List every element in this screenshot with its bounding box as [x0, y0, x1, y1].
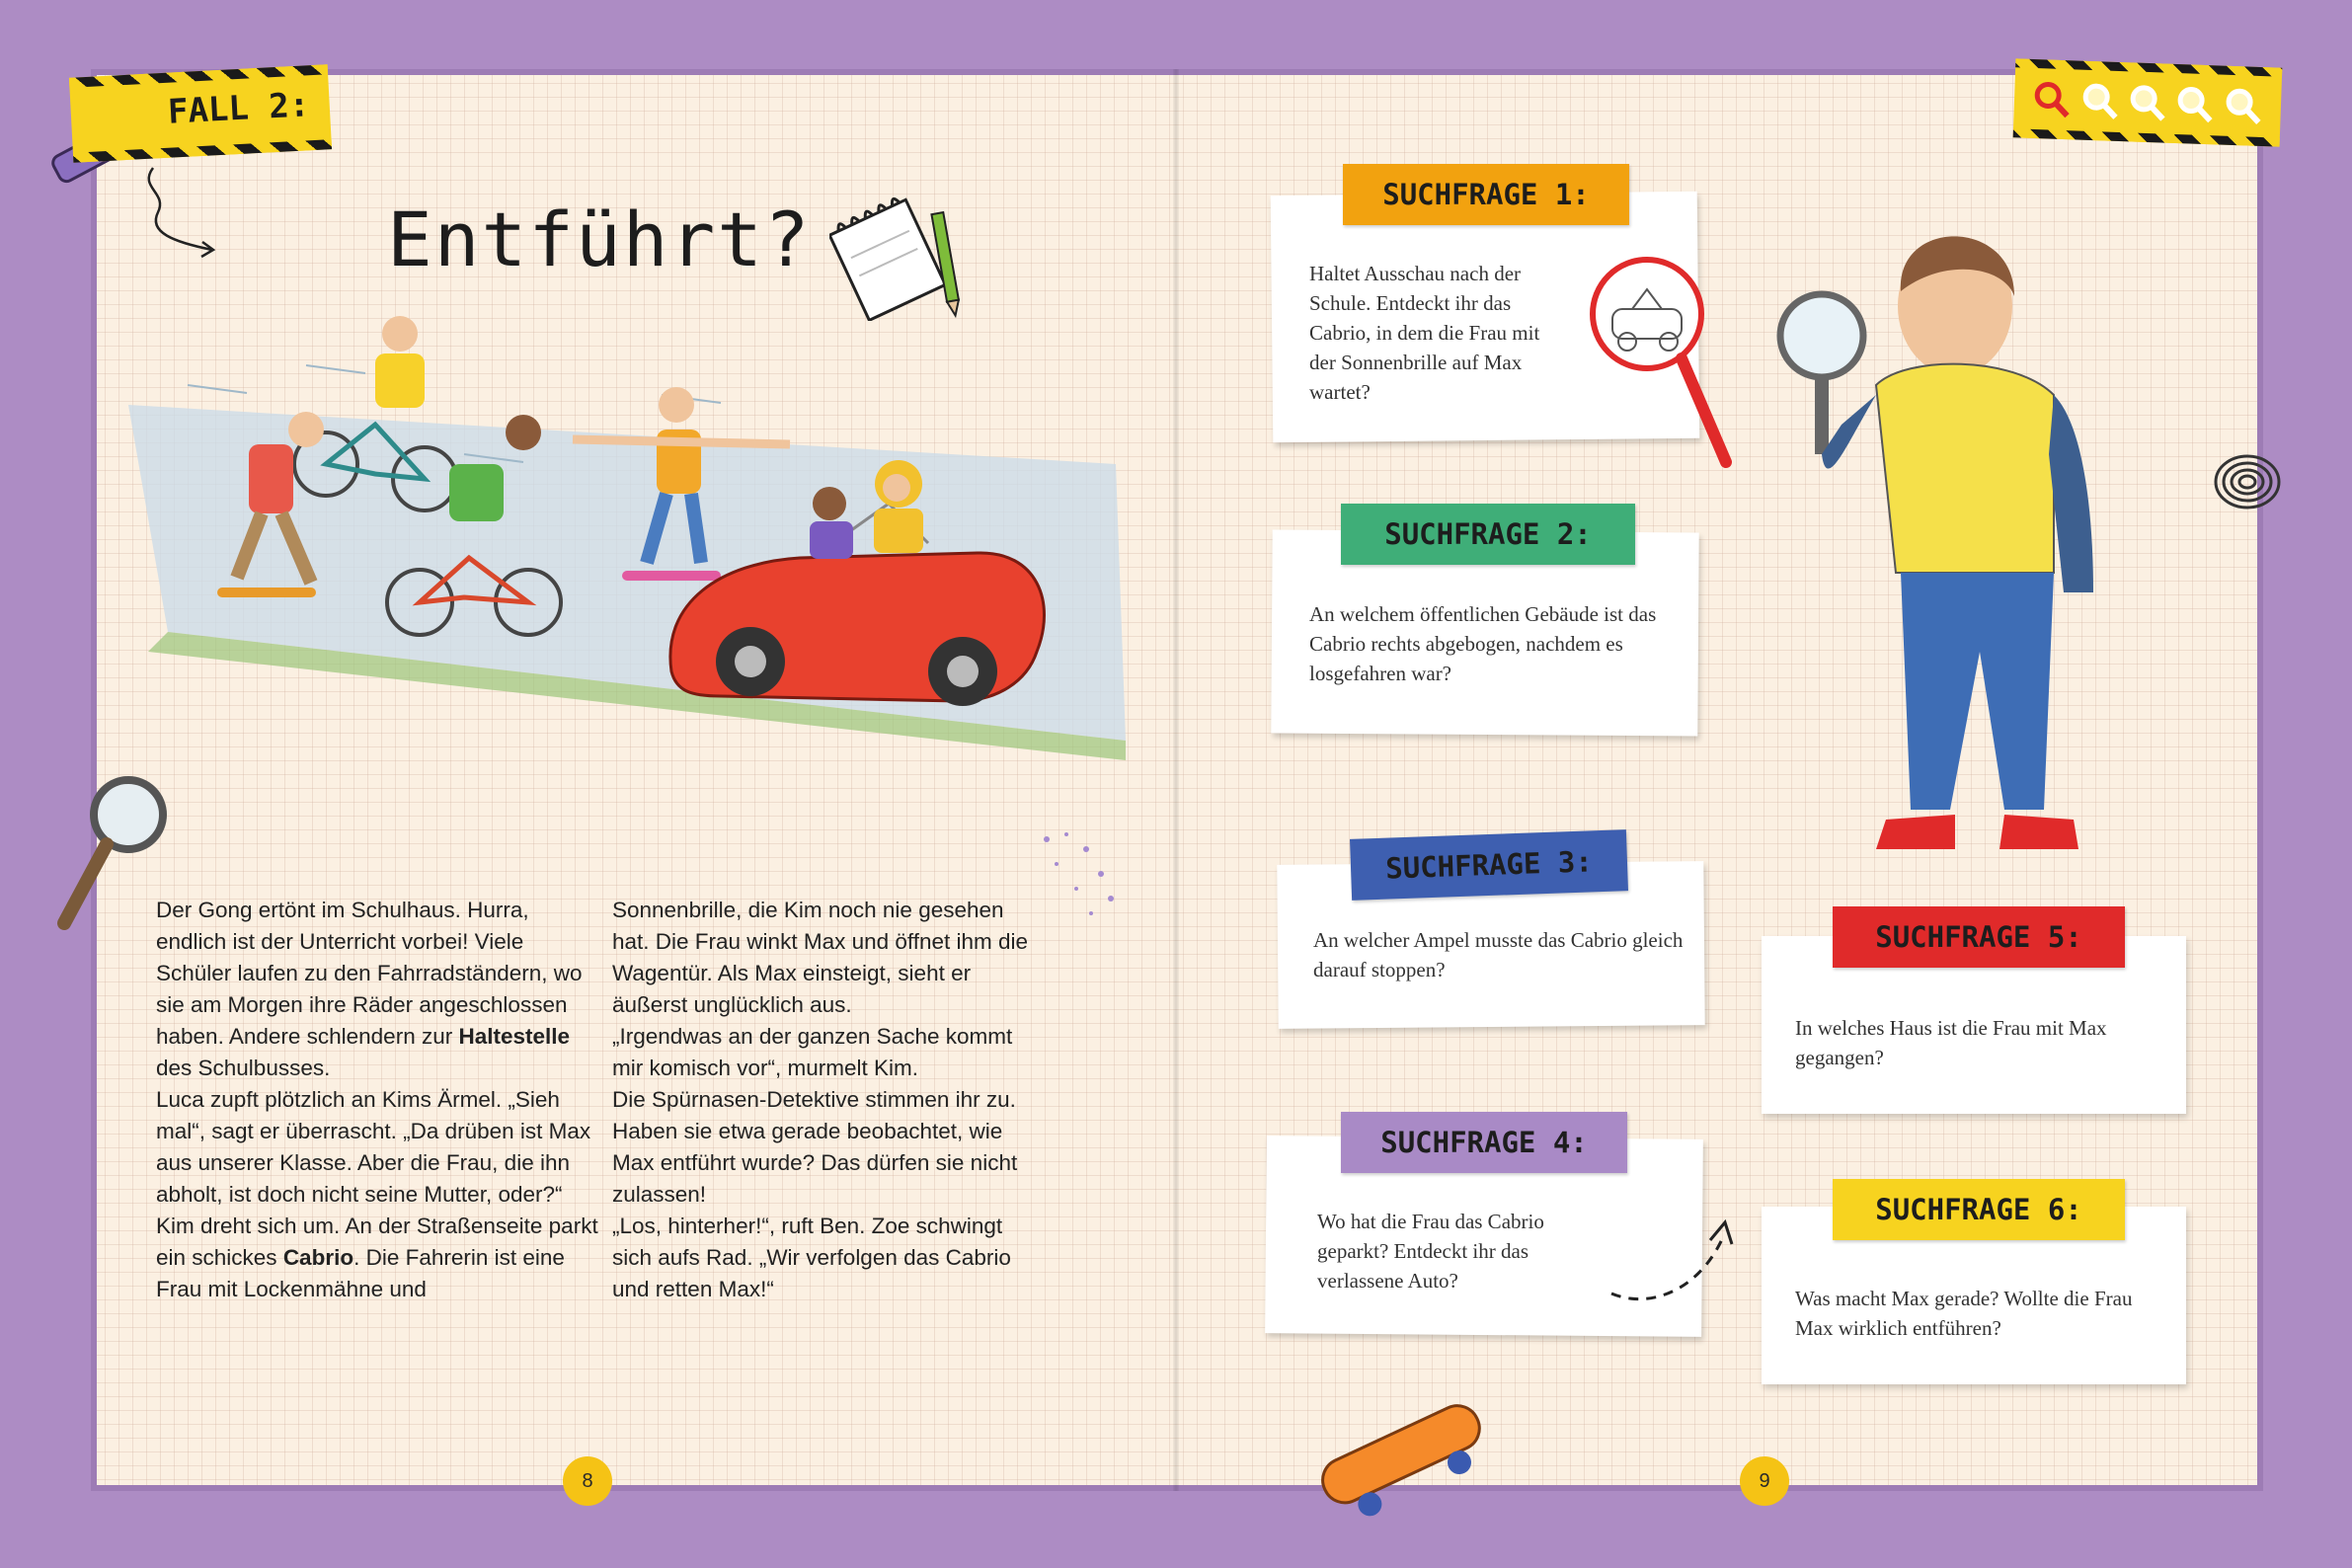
magnifier-rating-filled-icon	[2032, 79, 2073, 119]
keyword-haltestelle: Haltestelle	[458, 1024, 571, 1049]
question-6-label: SUCHFRAGE 6:	[1833, 1179, 2125, 1240]
detective-boy-illustration	[1767, 197, 2103, 869]
notepad-icon	[829, 193, 968, 321]
question-5-text: In welches Haus ist die Frau mit Max gegangen?	[1795, 1016, 2107, 1069]
question-1-label: SUCHFRAGE 1:	[1343, 164, 1629, 225]
magnifier-rating-empty-icon	[2175, 84, 2216, 124]
fingerprint-icon	[2208, 442, 2287, 521]
story-paragraph	[156, 1211, 600, 1305]
question-1-text: Haltet Ausschau nach der Schule. Entdeckt ihr das Cabrio, in dem die Frau mit der Sonnenbrille auf Max wartet?	[1309, 262, 1540, 404]
question-3-label: SUCHFRAGE 3:	[1350, 829, 1628, 901]
story-paragraph: Luca zupft plötzlich an Kims Ärmel. „Sieh mal“, sagt er überrascht. „Da drüben ist Max aus unserer Klasse. Aber die Frau, die ihn abholt, ist doch nicht seine Mutter, oder?“	[156, 1087, 591, 1207]
fall-label: FALL 2:	[167, 85, 311, 132]
magnifier-rating-empty-icon	[2223, 86, 2263, 126]
question-3-text: An welcher Ampel musste das Cabrio gleich darauf stoppen?	[1313, 928, 1684, 981]
story-paragraph	[156, 895, 600, 1084]
question-4-label: SUCHFRAGE 4:	[1341, 1112, 1627, 1173]
magnifier-rating-empty-icon	[2079, 81, 2120, 121]
question-4-text: Wo hat die Frau das Cabrio geparkt? Entdeckt ihr das verlassene Auto?	[1317, 1210, 1544, 1293]
story-text: Der Gong ertönt im Schulhaus. Hurra, endlich ist der Unterricht vorbei! Viele Schüler laufen zu den Fahrradständern, wo sie am Morgen ihre Räder angeschlossen haben. Andere schlendern zur	[156, 898, 583, 1049]
page-title: Entführt?	[387, 196, 812, 283]
dashed-arrow-icon	[1600, 1213, 1738, 1311]
chase-illustration	[109, 306, 1136, 760]
book-gutter	[1173, 69, 1179, 1491]
sparkle-decoration	[1027, 820, 1136, 928]
question-2-label: SUCHFRAGE 2:	[1341, 504, 1635, 565]
magnifier-rating-empty-icon	[2127, 82, 2167, 122]
curly-arrow-icon	[138, 163, 227, 262]
story-column-1	[156, 895, 600, 1305]
story-paragraph: Sonnenbrille, die Kim noch nie gesehen hat. Die Frau winkt Max und öffnet ihm die Wagentür. Als Max einsteigt, sieht er äußerst unglücklich aus.	[612, 898, 1029, 1017]
story-text: . Die Fahrerin ist eine Frau mit Lockenmähne und	[156, 1245, 565, 1301]
keyword-cabrio: Cabrio	[282, 1245, 354, 1270]
question-6-text: Was macht Max gerade? Wollte die Frau Max wirklich entführen?	[1795, 1287, 2133, 1340]
story-text: des Schulbusses.	[156, 1056, 331, 1080]
page-number-left: 8	[563, 1456, 612, 1506]
page-number-right: 9	[1740, 1456, 1789, 1506]
skateboard-icon	[1303, 1382, 1501, 1530]
question-5-label: SUCHFRAGE 5:	[1833, 906, 2125, 968]
story-column-2	[612, 895, 1037, 1305]
story-paragraph: Die Spürnasen-Detektive stimmen ihr zu. Haben sie etwa gerade beobachtet, wie Max entführt wurde? Das dürfen sie nicht zulassen!	[612, 1087, 1018, 1207]
question-2-text: An welchem öffentlichen Gebäude ist das Cabrio rechts abgebogen, nachdem es losgefahren war?	[1309, 602, 1657, 685]
story-paragraph: „Irgendwas an der ganzen Sache kommt mir komisch vor“, murmelt Kim.	[612, 1024, 1013, 1080]
magnified-car-icon	[1588, 255, 1736, 472]
story-text: Kim dreht sich um. An der Straßenseite parkt ein schickes	[156, 1214, 598, 1270]
difficulty-rating	[2013, 58, 2283, 146]
story-paragraph: „Los, hinterher!“, ruft Ben. Zoe schwingt sich aufs Rad. „Wir verfolgen das Cabrio und retten Max!“	[612, 1214, 1011, 1301]
